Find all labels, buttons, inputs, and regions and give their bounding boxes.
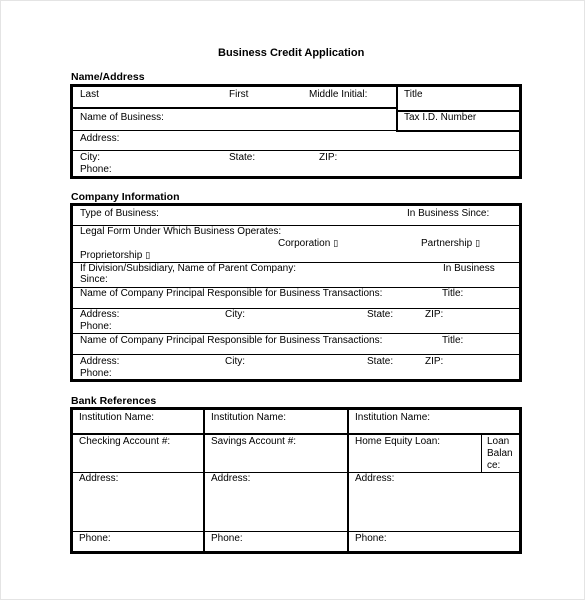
in-business-since-field[interactable]: In Business Since: (407, 208, 490, 219)
loan-balance-field-line-2[interactable]: Balan (487, 448, 513, 459)
institution-name-field-3[interactable]: Institution Name: (355, 412, 431, 423)
corporation-checkbox-icon[interactable]: ▯ (333, 238, 339, 248)
bank-phone-field-2[interactable]: Phone: (211, 533, 243, 544)
principal-name-field-2[interactable]: Name of Company Principal Responsible for Business Transactions: (80, 335, 383, 346)
corporation-option[interactable] (278, 239, 338, 249)
parent-company-field[interactable]: If Division/Subsidiary, Name of Parent Company: (80, 263, 297, 274)
bank-phone-field-3[interactable]: Phone: (355, 533, 387, 544)
principal-zip-field-1[interactable]: ZIP: (425, 309, 444, 320)
home-equity-loan-field[interactable]: Home Equity Loan: (355, 436, 441, 447)
parent-in-business-field[interactable]: In Business (443, 263, 495, 274)
bank-phone-field-1[interactable]: Phone: (79, 533, 111, 544)
proprietorship-option[interactable] (80, 251, 150, 261)
corporation-label: Corporation (278, 238, 331, 249)
partnership-checkbox-icon[interactable]: ▯ (475, 238, 481, 248)
name-address-heading: Name/Address (71, 71, 145, 83)
parent-since-field[interactable]: Since: (80, 274, 108, 285)
document-title: Business Credit Application (218, 47, 365, 59)
principal-city-field-1[interactable]: City: (225, 309, 245, 320)
title-field[interactable]: Title (404, 89, 423, 100)
city-field[interactable]: City: (80, 152, 100, 163)
principal-city-field-2[interactable]: City: (225, 356, 245, 367)
partnership-label: Partnership (421, 238, 473, 249)
principal-state-field-2[interactable]: State: (367, 356, 394, 367)
loan-balance-field-line-3[interactable]: ce: (487, 460, 501, 471)
principal-address-field-2[interactable]: Address: (80, 356, 120, 367)
last-name-field[interactable]: Last (80, 89, 99, 100)
principal-phone-field-1[interactable]: Phone: (80, 321, 112, 332)
institution-name-field-2[interactable]: Institution Name: (211, 412, 287, 423)
first-name-field[interactable]: First (229, 89, 249, 100)
phone-field[interactable]: Phone: (80, 164, 112, 175)
principal-phone-field-2[interactable]: Phone: (80, 368, 112, 379)
institution-name-field-1[interactable]: Institution Name: (79, 412, 155, 423)
state-field[interactable]: State: (229, 152, 256, 163)
proprietorship-label: Proprietorship (80, 250, 143, 261)
bank-address-field-2[interactable]: Address: (211, 473, 251, 484)
principal-title-field-1[interactable]: Title: (442, 288, 464, 299)
proprietorship-checkbox-icon[interactable]: ▯ (145, 250, 151, 260)
savings-account-field[interactable]: Savings Account #: (211, 436, 297, 447)
address-field[interactable]: Address: (80, 133, 120, 144)
checking-account-field[interactable]: Checking Account #: (79, 436, 171, 447)
principal-zip-field-2[interactable]: ZIP: (425, 356, 444, 367)
principal-name-field-1[interactable]: Name of Company Principal Responsible for Business Transactions: (80, 288, 383, 299)
partnership-option[interactable] (421, 239, 480, 249)
legal-form-label: Legal Form Under Which Business Operates: (80, 226, 282, 237)
principal-state-field-1[interactable]: State: (367, 309, 394, 320)
principal-title-field-2[interactable]: Title: (442, 335, 464, 346)
company-info-heading: Company Information (71, 191, 180, 203)
type-of-business-field[interactable]: Type of Business: (80, 208, 159, 219)
loan-balance-field-line-1[interactable]: Loan (487, 436, 510, 447)
zip-field[interactable]: ZIP: (319, 152, 338, 163)
principal-address-field-1[interactable]: Address: (80, 309, 120, 320)
bank-references-heading: Bank References (71, 395, 157, 407)
middle-initial-field[interactable]: Middle Initial: (309, 89, 368, 100)
bank-address-field-1[interactable]: Address: (79, 473, 119, 484)
business-name-field[interactable]: Name of Business: (80, 112, 164, 123)
tax-id-field[interactable]: Tax I.D. Number (404, 112, 477, 123)
bank-address-field-3[interactable]: Address: (355, 473, 395, 484)
